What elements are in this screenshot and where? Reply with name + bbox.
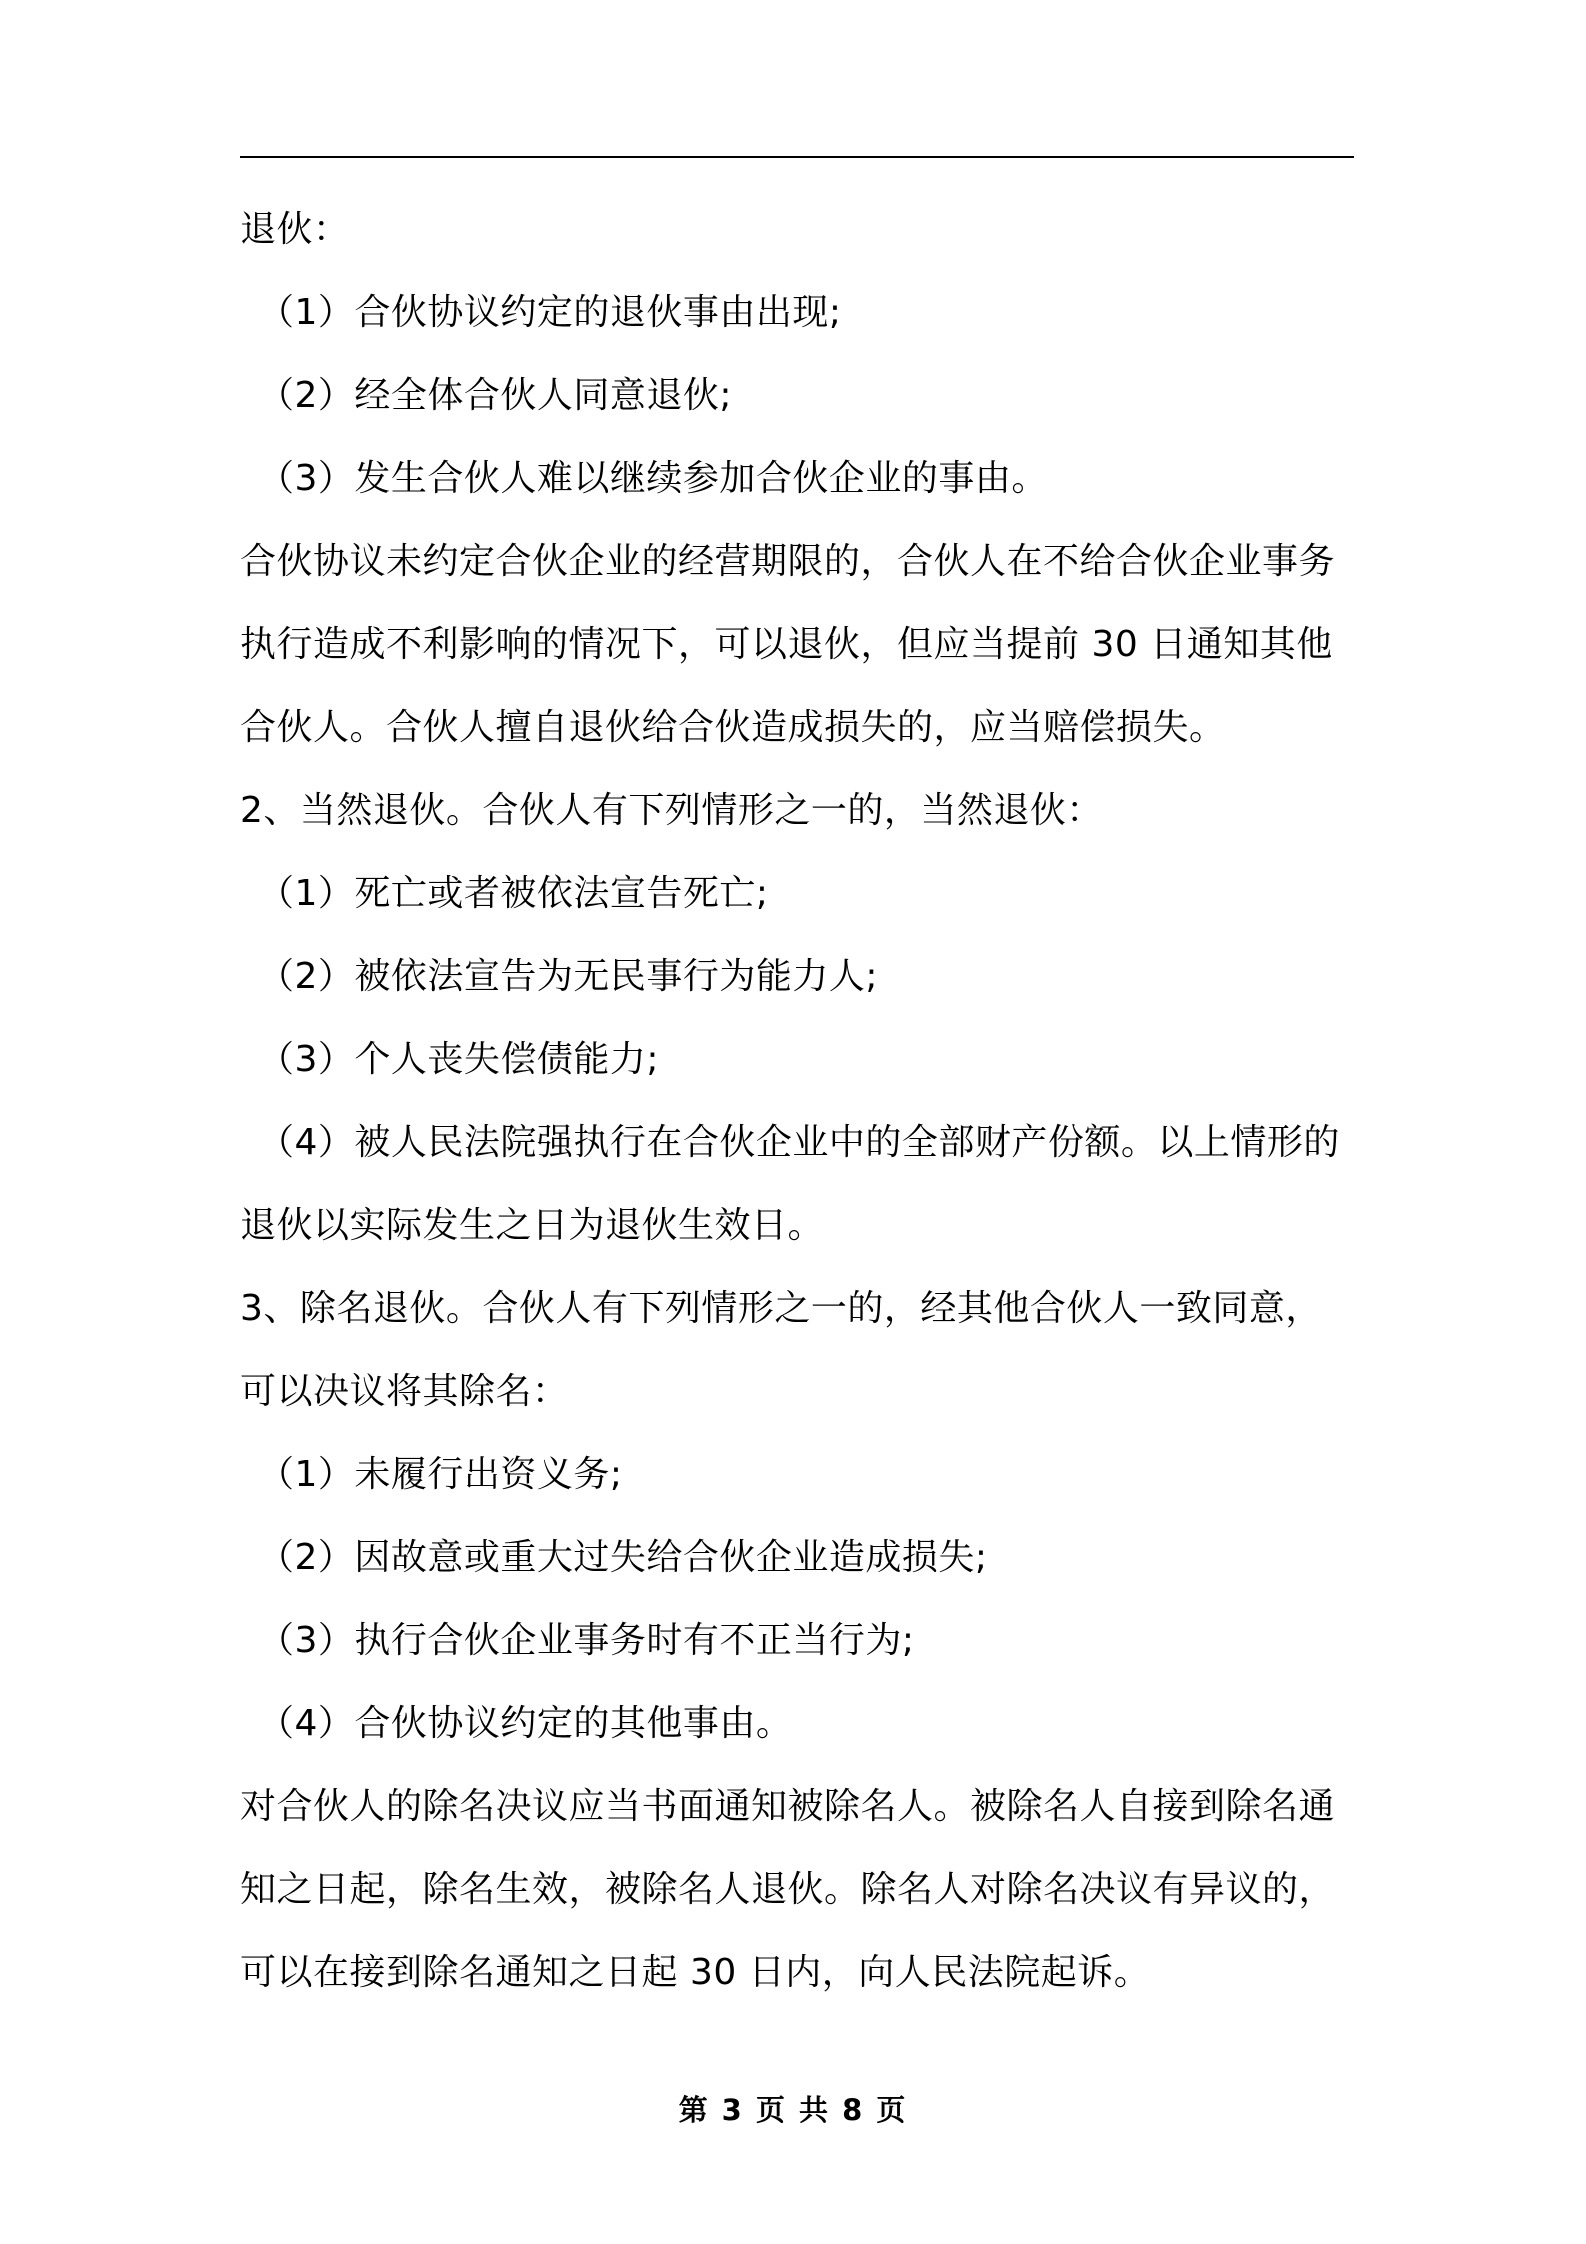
text-line: 可以在接到除名通知之日起 30 日内，向人民法院起诉。 xyxy=(240,1952,1151,1993)
text-line: 知之日起，除名生效，被除名人退伙。除名人对除名决议有异议的， xyxy=(240,1869,1336,1910)
document-body xyxy=(240,188,1354,2014)
section-heading: 2、当然退伙。合伙人有下列情形之一的，当然退伙： xyxy=(240,790,1103,831)
list-item: （2）经全体合伙人同意退伙; xyxy=(258,375,733,416)
list-item: （4）被人民法院强执行在合伙企业中的全部财产份额。以上情形的 xyxy=(258,1122,1340,1163)
list-item: （3）个人丧失偿债能力; xyxy=(258,1039,660,1080)
page-number: 第 3 页 共 8 页 xyxy=(678,2093,908,2127)
list-item: （3）执行合伙企业事务时有不正当行为; xyxy=(258,1620,915,1661)
text-line: 合伙协议未约定合伙企业的经营期限的，合伙人在不给合伙企业事务 xyxy=(240,541,1336,582)
list-item: （3）发生合伙人难以继续参加合伙企业的事由。 xyxy=(258,458,1048,499)
text-line: 退伙以实际发生之日为退伙生效日。 xyxy=(240,1205,825,1246)
list-item: （1）合伙协议约定的退伙事由出现; xyxy=(258,292,842,333)
section-heading: 3、除名退伙。合伙人有下列情形之一的，经其他合伙人一致同意， xyxy=(240,1288,1322,1329)
text-line: 合伙人。合伙人擅自退伙给合伙造成损失的，应当赔偿损失。 xyxy=(240,707,1226,748)
text-line: 对合伙人的除名决议应当书面通知被除名人。被除名人自接到除名通 xyxy=(240,1786,1336,1827)
header-rule xyxy=(240,156,1354,158)
list-item: （4）合伙协议约定的其他事由。 xyxy=(258,1703,793,1744)
list-item: （2）被依法宣告为无民事行为能力人; xyxy=(258,956,879,997)
text-line: 退伙： xyxy=(240,209,350,250)
list-item: （2）因故意或重大过失给合伙企业造成损失; xyxy=(258,1537,988,1578)
list-item: （1）死亡或者被依法宣告死亡; xyxy=(258,873,769,914)
text-line: 执行造成不利影响的情况下，可以退伙，但应当提前 30 日通知其他 xyxy=(240,624,1333,665)
text-line: 可以决议将其除名： xyxy=(240,1371,569,1412)
list-item: （1）未履行出资义务; xyxy=(258,1454,623,1495)
